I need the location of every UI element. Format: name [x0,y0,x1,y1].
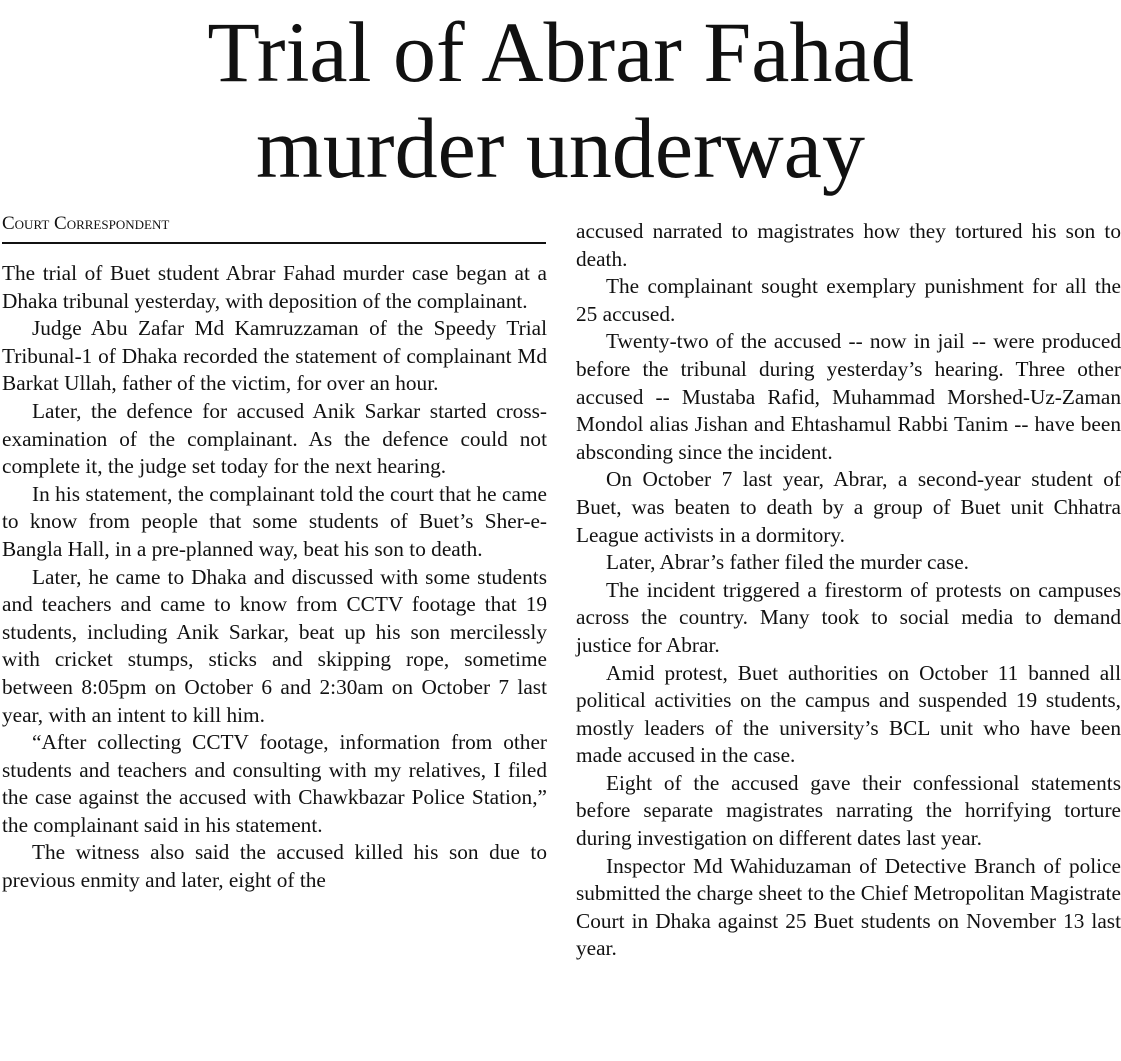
headline [0,4,1121,196]
paragraph: Inspector Md Wahiduzaman of Detective Branch of police submitted the charge sheet to the Chief Metropolitan Magistrate Court in Dhaka against 25 Buet students on November 13 last year. [576,853,1121,961]
paragraph: The trial of Buet student Abrar Fahad murder case began at a Dhaka tribunal yesterday, with deposition of the complainant. [2,261,547,313]
paragraph: Later, the defence for accused Anik Sarkar started cross-examination of the complainant. As the defence could not complete it, the judge set today for the next hearing. [2,398,547,479]
article-column-right [576,218,1121,963]
paragraph: Amid protest, Buet authorities on October 11 banned all political activities on the campus and suspended 19 students, mostly leaders of the university’s BCL unit who have been made accused in the case. [576,660,1121,768]
byline: Court Correspondent [2,212,546,244]
headline-line-2: murder underway [256,100,865,196]
article-column-left [2,260,547,895]
paragraph: “After collecting CCTV footage, information from other students and teachers and consulting with my relatives, I filed the case against the accused with Chawkbazar Police Station,” the complainant said in his statement. [2,730,547,837]
paragraph: Later, Abrar’s father filed the murder case. [606,550,969,575]
paragraph: Eight of the accused gave their confessional statements before separate magistrates narrating the horrifying torture during investigation on different dates last year. [576,770,1121,851]
paragraph: Later, he came to Dhaka and discussed with some students and teachers and came to know from CCTV footage that 19 students, including Anik Sarkar, beat up his son mercilessly with cricket stumps, sticks and skipping rope, sometime between 8:05pm on October 6 and 2:30am on October 7 last year, with an intent to kill him. [2,564,547,727]
paragraph: Judge Abu Zafar Md Kamruzzaman of the Speedy Trial Tribunal-1 of Dhaka recorded the statement of complainant Md Barkat Ullah, father of the victim, for over an hour. [2,316,547,396]
paragraph: The incident triggered a firestorm of protests on campuses across the country. Many took to social media to demand justice for Abrar. [576,577,1121,657]
paragraph: Twenty-two of the accused -- now in jail -- were produced before the tribunal during yesterday’s hearing. Three other accused -- Mustaba Rafid, Muhammad Morshed-Uz-Zaman Mondol alias Jishan and Ehtashamul Rabbi Tanim -- have been absconding since the incident. [576,329,1121,464]
paragraph: The complainant sought exemplary punishment for all the 25 accused. [576,274,1121,326]
paragraph: The witness also said the accused killed his son due to previous enmity and later, eight of the [2,840,547,893]
paragraph: On October 7 last year, Abrar, a second-year student of Buet, was beaten to death by a group of Buet unit Chhatra League activists in a dormitory. [576,467,1121,547]
headline-line-1: Trial of Abrar Fahad [207,4,914,100]
paragraph-continuation: accused narrated to magistrates how they tortured his son to death. [576,219,1121,271]
paragraph: In his statement, the complainant told the court that he came to know from people that some students of Buet’s Sher-e-Bangla Hall, in a pre-planned way, beat his son to death. [2,481,547,561]
